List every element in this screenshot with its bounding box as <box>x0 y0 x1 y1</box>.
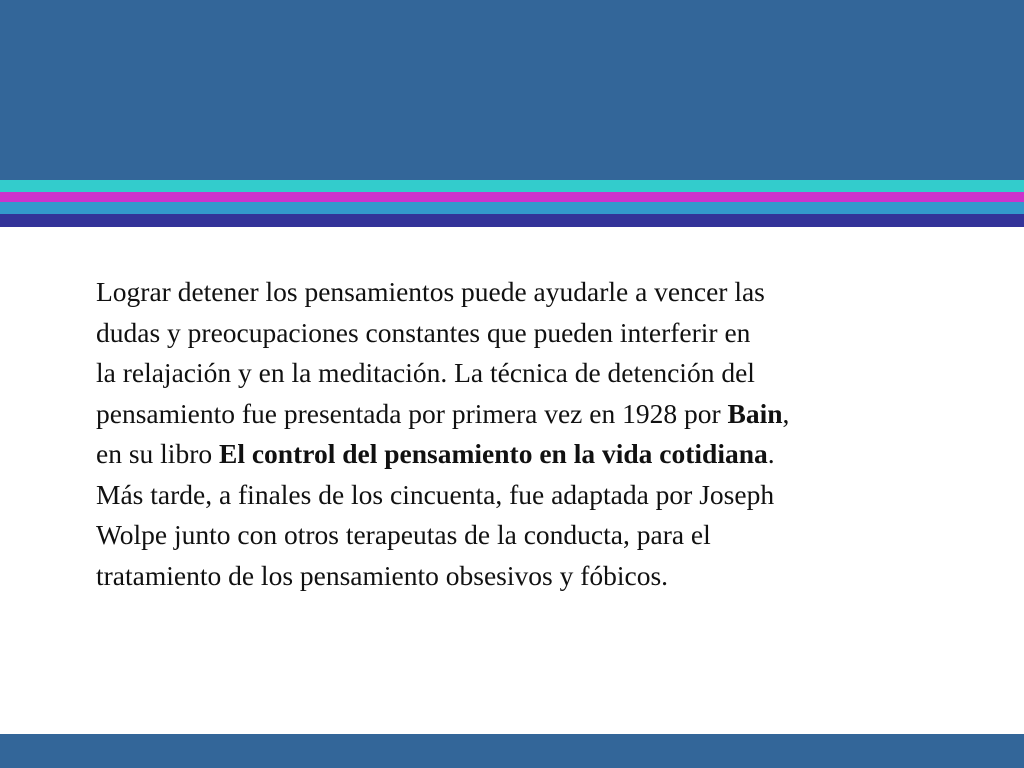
text-line-1: Lograr detener los pensamientos puede ayudarle a vencer las <box>96 276 765 307</box>
cyan-stripe <box>0 180 1024 192</box>
text-line-5-end: . <box>767 438 775 469</box>
magenta-stripe <box>0 192 1024 202</box>
text-line-2: dudas y preocupaciones constantes que pueden interferir en <box>96 316 751 348</box>
text-line-5 <box>96 434 976 475</box>
text-line-8: tratamiento de los pensamiento obsesivos y fóbicos. <box>96 559 669 591</box>
text-line-7: Wolpe junto con otros terapeutas de la conducta, para el <box>96 519 711 550</box>
text-line-4 <box>96 394 976 435</box>
body-paragraph <box>96 272 976 596</box>
text-line-6: Más tarde, a finales de los cincuenta, fue adaptada por Joseph <box>96 478 775 510</box>
navy-stripe <box>0 214 1024 227</box>
header-band <box>0 0 1024 180</box>
text-line-4-end: , <box>782 397 790 429</box>
author-name: Bain <box>727 397 783 429</box>
text-line-3: la relajación y en la meditación. La técnica de detención del <box>96 357 755 388</box>
blue-stripe <box>0 202 1024 214</box>
text-line-5-start: en su libro <box>96 438 219 469</box>
footer-band <box>0 734 1024 768</box>
book-title: El control del pensamiento en la vida cotidiana <box>218 438 768 469</box>
text-line-4-start: pensamiento fue presentada por primera vez en 1928 por <box>96 397 728 429</box>
